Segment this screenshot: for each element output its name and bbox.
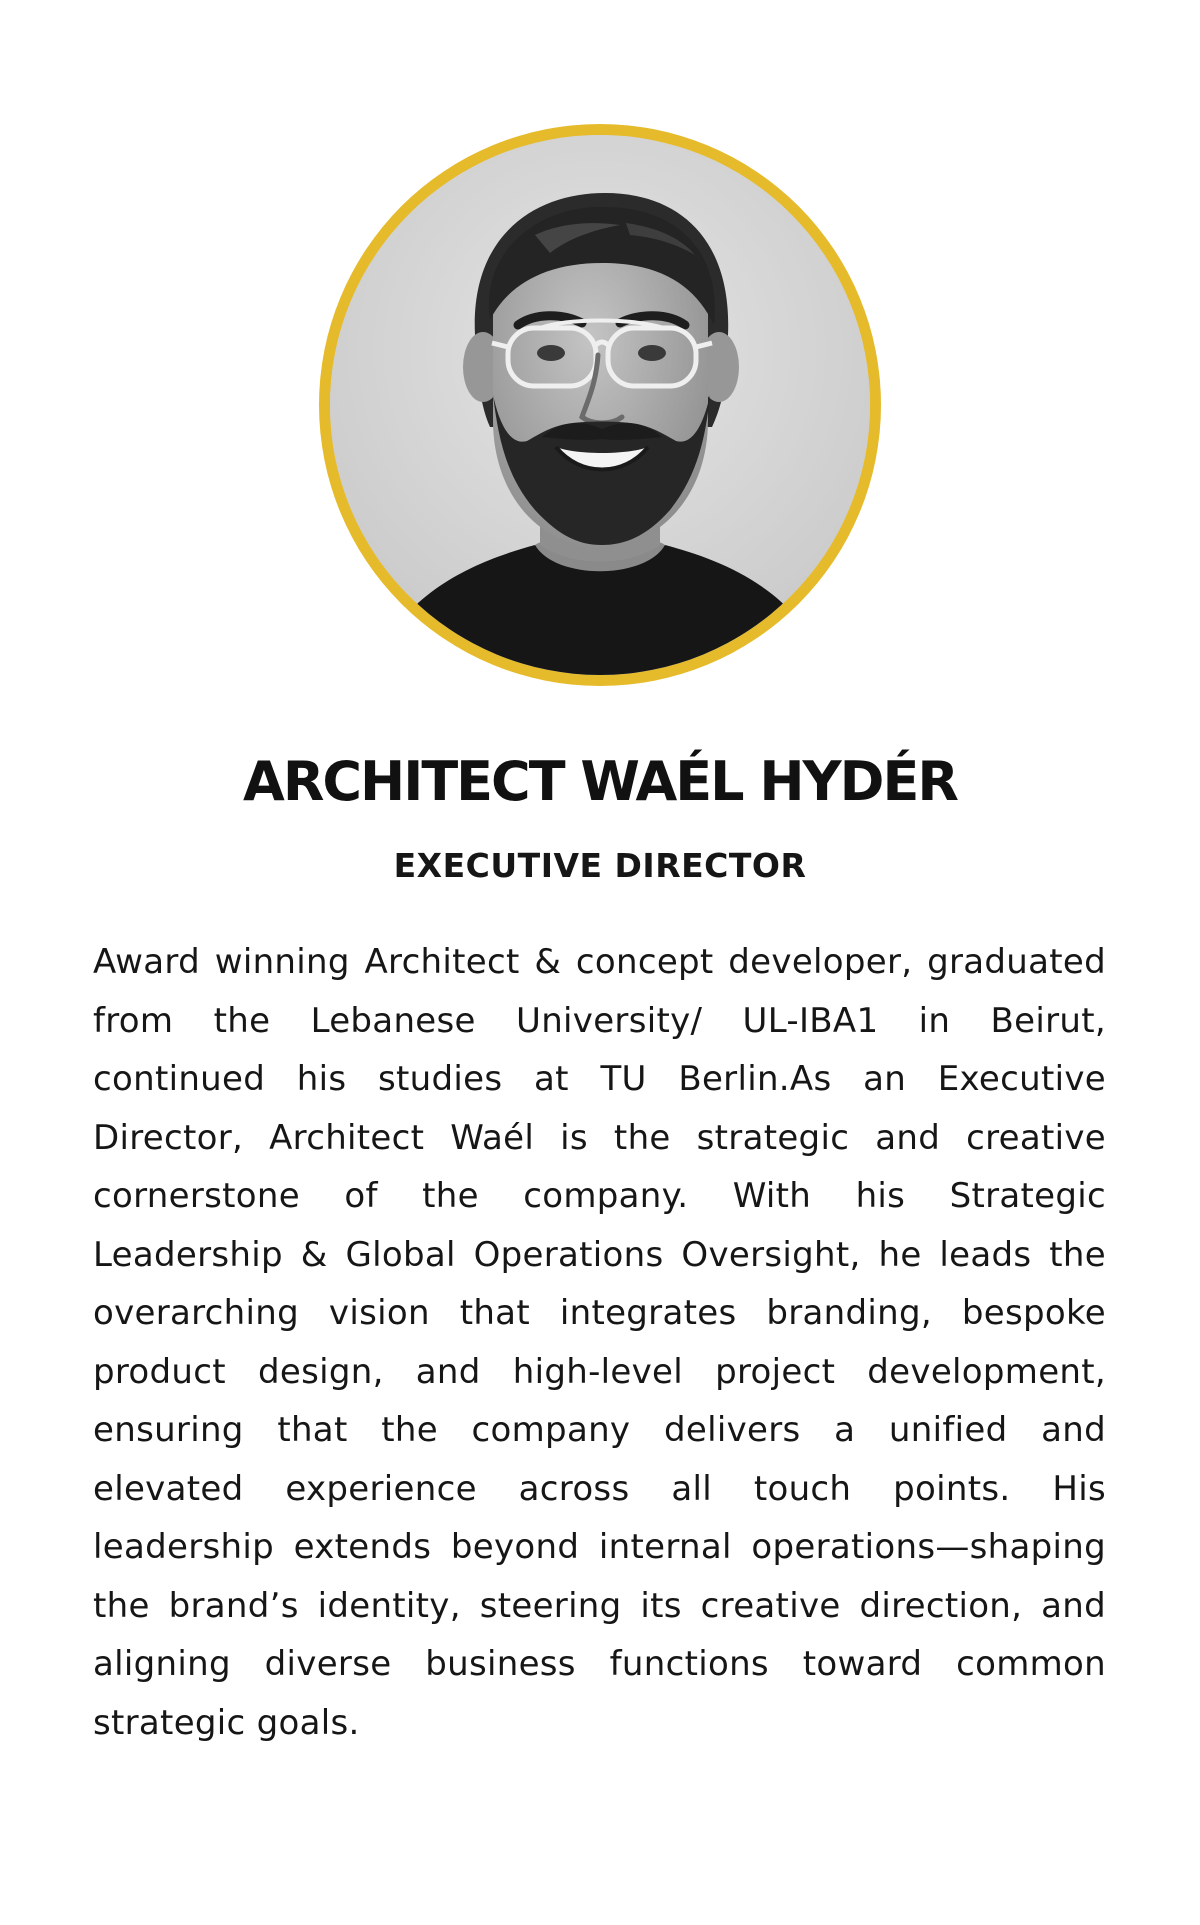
bio-text: Award winning Architect & concept developer, graduated from the Lebanese University/ UL-IBA1 in Beirut, continued his studies at TU Berlin.As an Executive Director, Architect Waél is the strategic and creative cornerstone of the company. With his Strategic Leadership & Global Operations Oversight, he leads the overarching vision that integrates branding, bespoke product design, and high-level project development, ensuring that the company delivers a unified and elevated experience across all touch points. His leadership extends beyond internal operations—shaping the brand’s identity, steering its creative direction, and aligning diverse business functions toward common strategic goals.	[93, 942, 1106, 1743]
portrait-frame	[319, 124, 881, 686]
portrait-photo	[330, 135, 870, 675]
job-title: EXECUTIVE DIRECTOR	[393, 846, 807, 885]
person-name: ARCHITECT WAÉL HYDÉR	[243, 750, 957, 813]
